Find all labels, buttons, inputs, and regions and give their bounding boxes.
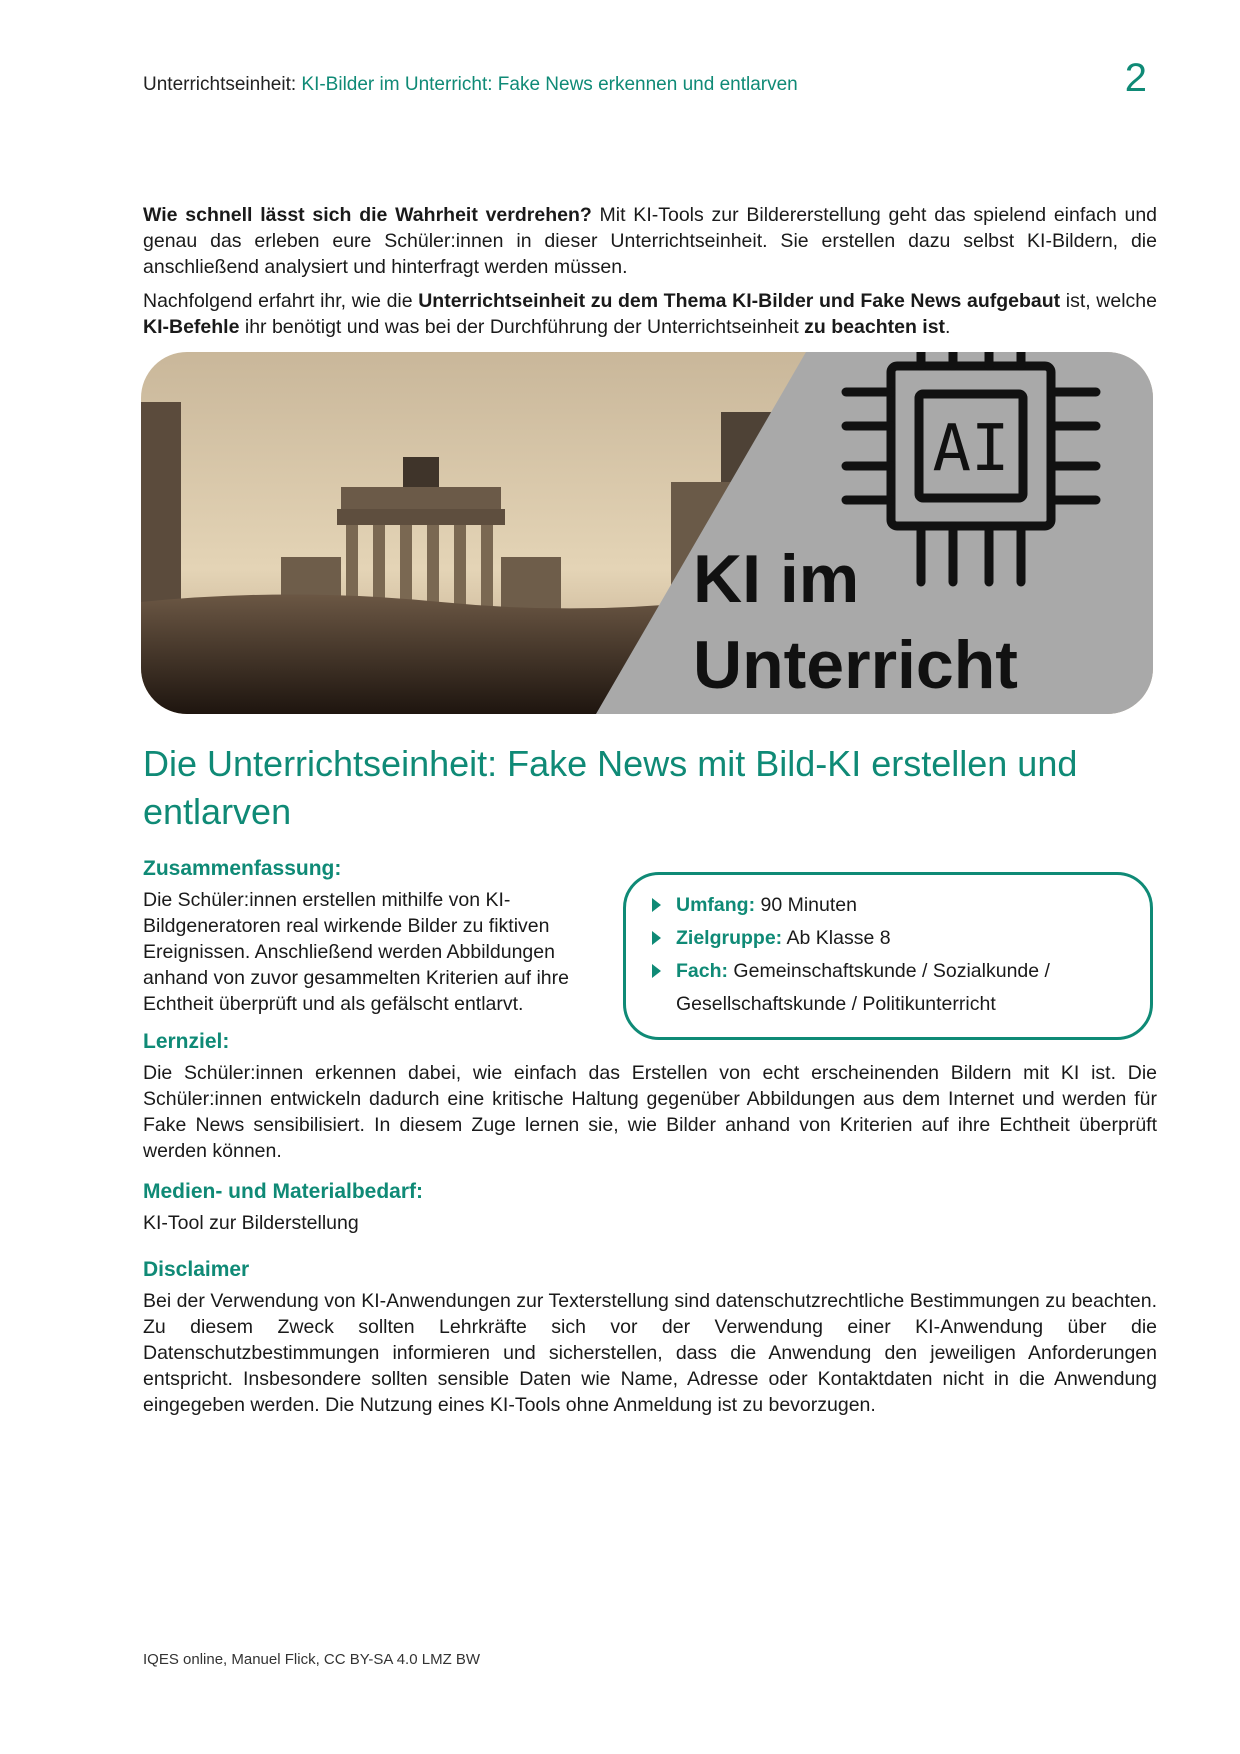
- header-title: KI-Bilder im Unterricht: Fake News erkennen und entlarven: [301, 74, 798, 95]
- intro-p1-text: Mit KI-Tools zur Bildererstellung geht das spielend einfach und genau das erleben eure Schüler:innen in dieser Unterrichtseinheit. Sie erstellen dazu selbst KI-Bildern, die anschließend analysiert und hinterfragt werden müssen.: [143, 204, 1158, 278]
- intro-paragraph-2: [143, 288, 1157, 340]
- info-value: Gemeinschaftskunde / Sozialkunde / Gesellschaftskunde / Politikunterricht: [676, 960, 1050, 1015]
- bullet-triangle-icon: [652, 964, 661, 978]
- medien-block: [143, 1180, 1157, 1236]
- info-box: [623, 872, 1153, 1040]
- intro-paragraph-1: [143, 202, 1157, 280]
- banner-illustration: [141, 352, 1153, 714]
- intro-p2-a: Nachfolgend erfahrt ihr, wie die: [143, 290, 419, 312]
- header-label: Unterrichtseinheit:: [143, 74, 297, 95]
- summary-text: Die Schüler:innen erstellen mithilfe von KI-Bildgeneratoren real wirkende Bilder zu fiktiven Ereignissen. Anschließend werden Abbildungen anhand von zuvor gesammelten Kriterien auf ihre Echtheit überprüft und als gefälscht entlarvt.: [143, 889, 569, 1015]
- info-list: [626, 875, 1150, 1021]
- intro-p2-e: ihr benötigt und was bei der Durchführung der Unterrichtseinheit: [239, 316, 805, 338]
- intro: [143, 202, 1157, 348]
- chip-label: AI: [932, 412, 1010, 486]
- summary-block: [143, 857, 603, 1017]
- info-item-zielgruppe: [648, 922, 1150, 955]
- page-number: 2: [1124, 56, 1147, 100]
- banner-line-1: KI im: [693, 541, 860, 617]
- lernziel-text: Die Schüler:innen erkennen dabei, wie einfach das Erstellen von echt erscheinenden Bildern mit KI ist. Die Schüler:innen entwickeln dadurch eine kritische Haltung gegenüber Abbildungen aus dem Internet und werden für Fake News sensibilisiert. In diesem Zuge lernen sie, wie Bilder anhand von Kriterien auf ihre Echtheit überprüft werden können.: [143, 1062, 1157, 1162]
- info-item-fach: [648, 955, 1150, 1021]
- page-header: [143, 74, 798, 96]
- info-item-umfang: [648, 889, 1150, 922]
- intro-question: Wie schnell lässt sich die Wahrheit verdrehen?: [143, 204, 592, 226]
- footer-credit: IQES online, Manuel Flick, CC BY-SA 4.0 LMZ BW: [143, 1651, 481, 1668]
- banner-image: [141, 352, 1153, 714]
- disclaimer-text: Bei der Verwendung von KI-Anwendungen zur Texterstellung sind datenschutzrechtliche Bestimmungen zu beachten. Zu diesem Zweck sollten Lehrkräfte sich vor der Verwendung einer KI-Anwendung über die Datenschutzbestimmungen informieren und sicherstellen, dass die Anwendung den jeweiligen Anforderungen entspricht. Insbesondere sollten sensible Daten wie Name, Adresse oder Kontaktdaten nicht in die Anwendung eingegeben werden. Die Nutzung eines KI-Tools ohne Anmeldung ist zu bevorzugen.: [143, 1290, 1157, 1416]
- intro-p2-f: zu beachten ist: [804, 316, 946, 338]
- intro-p2-d: KI-Befehle: [143, 316, 240, 338]
- bullet-triangle-icon: [652, 898, 661, 912]
- info-key: Fach:: [676, 960, 729, 982]
- intro-p2-g: .: [945, 316, 951, 338]
- bullet-triangle-icon: [652, 931, 661, 945]
- medien-text: KI-Tool zur Bilderstellung: [143, 1212, 359, 1234]
- info-key: Umfang:: [676, 894, 756, 916]
- section-title: Die Unterrichtseinheit: Fake News mit Bild-KI erstellen und entlarven: [143, 743, 1078, 832]
- disclaimer-block: [143, 1258, 1157, 1418]
- info-value: Ab Klasse 8: [782, 927, 891, 949]
- info-key: Zielgruppe:: [676, 927, 783, 949]
- lernziel-block: [143, 1030, 1157, 1164]
- medien-heading: Medien- und Materialbedarf:: [143, 1180, 424, 1203]
- intro-p2-c: ist, welche: [1060, 290, 1158, 312]
- banner-line-2: Unterricht: [693, 627, 1018, 703]
- summary-heading: Zusammenfassung:: [143, 857, 342, 880]
- disclaimer-heading: Disclaimer: [143, 1258, 250, 1281]
- intro-p2-b: Unterrichtseinheit zu dem Thema KI-Bilder und Fake News aufgebaut: [418, 290, 1061, 312]
- lernziel-heading: Lernziel:: [143, 1030, 230, 1053]
- info-value: 90 Minuten: [755, 894, 857, 916]
